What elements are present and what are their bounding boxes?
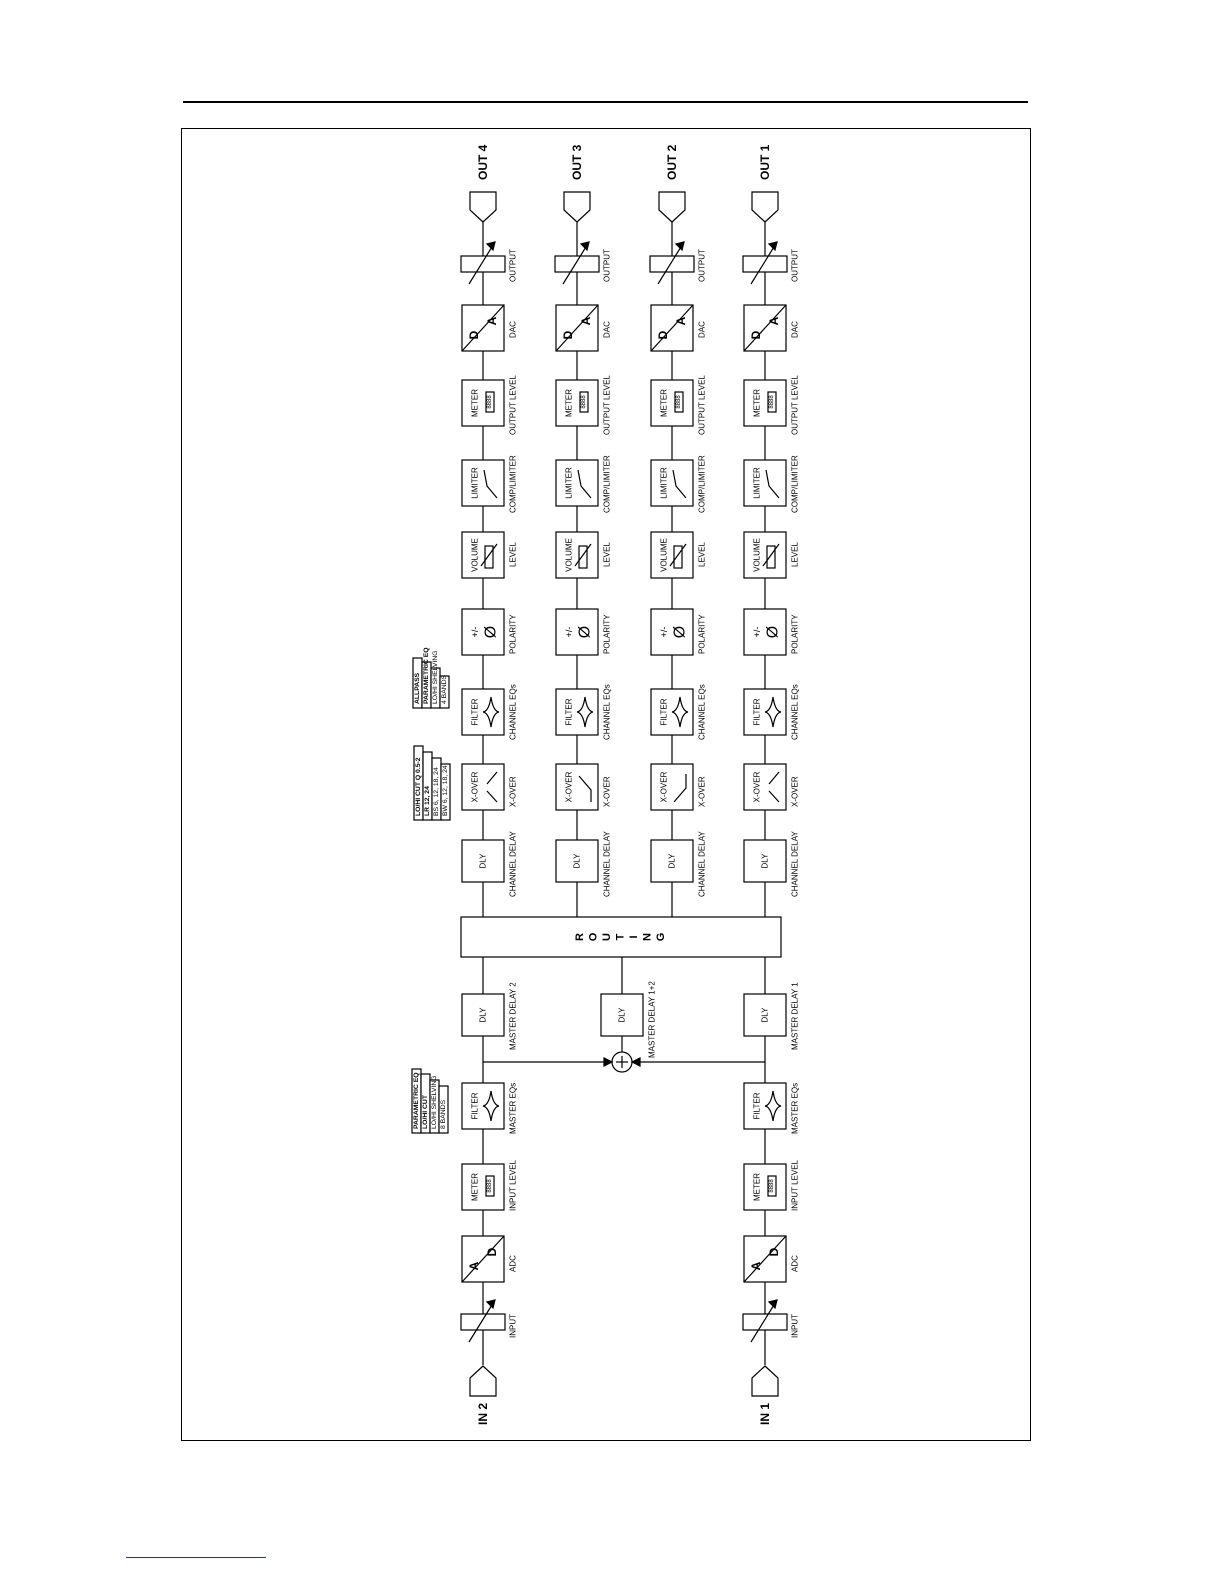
xover-option-text: BS 6, 12, 18, 24 <box>433 767 440 816</box>
output-fader-icon <box>743 256 787 272</box>
limiter-block <box>462 460 504 506</box>
output-port-icon <box>470 192 496 222</box>
dac-label: DAC <box>790 321 800 338</box>
converter-letter: A <box>749 1261 763 1271</box>
xover-label: X-OVER <box>790 776 800 807</box>
input-port-label: IN 2 <box>476 1402 490 1425</box>
delay-title: DLY <box>617 1007 627 1023</box>
channel-eq-label: CHANNEL EQs <box>697 684 707 740</box>
limiter-block <box>744 460 786 506</box>
output-fader-icon <box>650 256 694 272</box>
volume-block <box>462 532 504 578</box>
xover-title: X-OVER <box>659 771 669 803</box>
volume-slider-icon <box>674 546 682 568</box>
output-port-icon <box>564 192 590 222</box>
routing-letter: R <box>574 933 586 941</box>
volume-title: VOLUME <box>659 538 669 572</box>
filter-title: FILTER <box>564 698 574 726</box>
xover-block <box>556 764 598 810</box>
output-label: OUTPUT <box>790 249 800 282</box>
channel-delay-label: CHANNEL DELAY <box>697 831 707 897</box>
converter-letter: A <box>767 316 781 326</box>
output-meter-block <box>462 380 504 426</box>
channel-delay-label: CHANNEL DELAY <box>602 831 612 897</box>
input-label: INPUT <box>790 1314 800 1338</box>
channel-eq-label: CHANNEL EQs <box>790 684 800 740</box>
fader-arrowhead-icon <box>769 1300 777 1308</box>
xover-block <box>462 764 504 810</box>
fader-arrowhead-icon <box>581 242 589 250</box>
xover-label: X-OVER <box>602 776 612 807</box>
converter-letter: D <box>467 330 481 340</box>
polarity-label: POLARITY <box>790 614 800 654</box>
polarity-label: POLARITY <box>508 614 518 654</box>
sum-arrowhead-icon <box>632 1058 640 1066</box>
routing-letter: U <box>601 933 613 941</box>
xover-title: X-OVER <box>752 771 762 803</box>
routing-letter: N <box>641 933 654 941</box>
output-label: OUTPUT <box>602 249 612 282</box>
limiter-block <box>651 460 693 506</box>
output-fader-icon <box>461 256 505 272</box>
polarity-symbol-icon: Ø <box>482 625 500 639</box>
comp-limiter-label: COMP/LIMITER <box>602 455 612 513</box>
converter-letter: D <box>749 330 763 340</box>
output-meter-block <box>651 380 693 426</box>
meter-title: METER <box>470 1173 480 1201</box>
filter-title: FILTER <box>470 698 480 726</box>
polarity-title: +/- <box>470 626 480 638</box>
comp-limiter-label: COMP/LIMITER <box>790 455 800 513</box>
polarity-label: POLARITY <box>602 614 612 654</box>
xover-title: X-OVER <box>564 771 574 803</box>
output-level-label: OUTPUT LEVEL <box>602 375 612 435</box>
xover-block <box>744 764 786 810</box>
meter-title: METER <box>752 1173 762 1201</box>
fader-arrowhead-icon <box>487 242 495 250</box>
routing-letter: O <box>587 932 600 942</box>
limiter-title: LIMITER <box>470 467 480 499</box>
xover-option-text: LO/HI CUT Q 0.5-2 <box>415 757 422 816</box>
converter-letter: A <box>467 1261 481 1271</box>
converter-letter: D <box>767 1247 781 1257</box>
adc-label: ADC <box>790 1255 800 1272</box>
channel-eq-option-text: 4 BANDS <box>441 674 448 704</box>
sum-arrowhead-icon <box>604 1058 612 1066</box>
meter-title: METER <box>659 389 669 417</box>
delay-title: DLY <box>667 853 677 869</box>
converter-letter: A <box>674 316 688 326</box>
xover-label: X-OVER <box>508 776 518 807</box>
routing-letter: G <box>655 932 667 942</box>
converter-letter: A <box>485 316 499 326</box>
meter-title: METER <box>564 389 574 417</box>
delay-title: DLY <box>478 853 488 869</box>
volume-title: VOLUME <box>564 538 574 572</box>
comp-limiter-label: COMP/LIMITER <box>508 455 518 513</box>
dac-label: DAC <box>602 321 612 338</box>
polarity-title: +/- <box>752 626 762 638</box>
level-label: LEVEL <box>790 542 800 567</box>
input-meter-block <box>744 1164 786 1210</box>
delay-title: DLY <box>760 853 770 869</box>
input-level-label: INPUT LEVEL <box>790 1160 800 1211</box>
converter-letter: D <box>561 330 575 340</box>
input-fader-icon <box>461 1314 505 1330</box>
converter-letter: D <box>656 330 670 340</box>
volume-title: VOLUME <box>752 538 762 572</box>
delay-title: DLY <box>478 1007 488 1023</box>
output-level-label: OUTPUT LEVEL <box>508 375 518 435</box>
master-eq-label: MASTER EQs <box>790 1082 800 1134</box>
filter-title: FILTER <box>659 698 669 726</box>
output-port-label: OUT 3 <box>570 144 584 180</box>
delay-title: DLY <box>572 853 582 869</box>
master-eq-option-text: LO/HI SHELVING <box>431 1075 438 1129</box>
output-port-icon <box>752 192 778 222</box>
filter-title: FILTER <box>470 1092 480 1120</box>
input-port-icon <box>470 1366 496 1396</box>
xover-option-text: LR 12, 24 <box>424 786 431 816</box>
meter-title: METER <box>470 389 480 417</box>
delay-title: DLY <box>760 1007 770 1023</box>
volume-block <box>744 532 786 578</box>
fader-arrowhead-icon <box>487 1300 495 1308</box>
level-label: LEVEL <box>508 542 518 567</box>
output-level-label: OUTPUT LEVEL <box>697 375 707 435</box>
master-eq-option-text: LO/HI CUT <box>422 1095 429 1129</box>
fader-arrowhead-icon <box>676 242 684 250</box>
output-port-label: OUT 4 <box>476 144 490 180</box>
input-fader-icon <box>743 1314 787 1330</box>
limiter-title: LIMITER <box>659 467 669 499</box>
output-port-label: OUT 1 <box>758 144 772 180</box>
adc-label: ADC <box>508 1255 518 1272</box>
meter-readout: 8888 <box>487 395 493 409</box>
master-delay-sum-label: MASTER DELAY 1+2 <box>647 981 657 1058</box>
output-fader-icon <box>555 256 599 272</box>
routing-letter: I <box>628 935 640 939</box>
meter-readout: 8888 <box>769 1179 775 1193</box>
xover-option-text: BW 6, 12, 18, 24 <box>442 765 449 816</box>
level-label: LEVEL <box>602 542 612 567</box>
polarity-symbol-icon: Ø <box>764 625 782 639</box>
polarity-symbol-icon: Ø <box>576 625 594 639</box>
input-meter-block <box>462 1164 504 1210</box>
output-port-label: OUT 2 <box>665 144 679 180</box>
master-eq-option-text: PARAMETRIC EQ <box>413 1072 420 1129</box>
output-level-label: OUTPUT LEVEL <box>790 375 800 435</box>
channel-eq-label: CHANNEL EQs <box>602 684 612 740</box>
xover-label: X-OVER <box>697 776 707 807</box>
volume-block <box>556 532 598 578</box>
output-port-icon <box>659 192 685 222</box>
channel-delay-label: CHANNEL DELAY <box>790 831 800 897</box>
channel-eq-option-text: ALLPASS <box>414 672 421 704</box>
output-label: OUTPUT <box>508 249 518 282</box>
filter-title: FILTER <box>752 698 762 726</box>
input-level-label: INPUT LEVEL <box>508 1160 518 1211</box>
volume-slider-icon <box>579 546 587 568</box>
meter-readout: 8888 <box>487 1179 493 1193</box>
volume-slider-icon <box>485 546 493 568</box>
master-eq-label: MASTER EQs <box>508 1082 518 1134</box>
filter-title: FILTER <box>752 1092 762 1120</box>
meter-readout: 8888 <box>676 395 682 409</box>
fader-arrowhead-icon <box>769 242 777 250</box>
converter-letter: A <box>579 316 593 326</box>
channel-eq-label: CHANNEL EQs <box>508 684 518 740</box>
channel-eq-option-text: PARAMETRIC EQ <box>423 647 430 704</box>
comp-limiter-label: COMP/LIMITER <box>697 455 707 513</box>
input-port-icon <box>752 1366 778 1396</box>
level-label: LEVEL <box>697 542 707 567</box>
output-meter-block <box>556 380 598 426</box>
converter-letter: D <box>485 1247 499 1257</box>
xover-block <box>651 764 693 810</box>
polarity-symbol-icon: Ø <box>671 625 689 639</box>
dac-label: DAC <box>508 321 518 338</box>
meter-readout: 8888 <box>769 395 775 409</box>
master-eq-option-text: 8 BANDS <box>440 1099 447 1129</box>
output-meter-block <box>744 380 786 426</box>
polarity-title: +/- <box>659 626 669 638</box>
output-label: OUTPUT <box>697 249 707 282</box>
master-delay-label: MASTER DELAY 1 <box>790 982 800 1050</box>
limiter-block <box>556 460 598 506</box>
xover-title: X-OVER <box>470 771 480 803</box>
routing-letter: T <box>614 933 627 941</box>
master-delay-label: MASTER DELAY 2 <box>508 982 518 1050</box>
volume-block <box>651 532 693 578</box>
volume-slider-icon <box>767 546 775 568</box>
meter-readout: 8888 <box>581 395 587 409</box>
channel-eq-option-text: LO/HI SHELVING <box>432 650 439 704</box>
limiter-title: LIMITER <box>752 467 762 499</box>
volume-title: VOLUME <box>470 538 480 572</box>
limiter-title: LIMITER <box>564 467 574 499</box>
meter-title: METER <box>752 389 762 417</box>
channel-delay-label: CHANNEL DELAY <box>508 831 518 897</box>
input-port-label: IN 1 <box>758 1402 772 1425</box>
dac-label: DAC <box>697 321 707 338</box>
input-label: INPUT <box>508 1314 518 1338</box>
polarity-title: +/- <box>564 626 574 638</box>
polarity-label: POLARITY <box>697 614 707 654</box>
